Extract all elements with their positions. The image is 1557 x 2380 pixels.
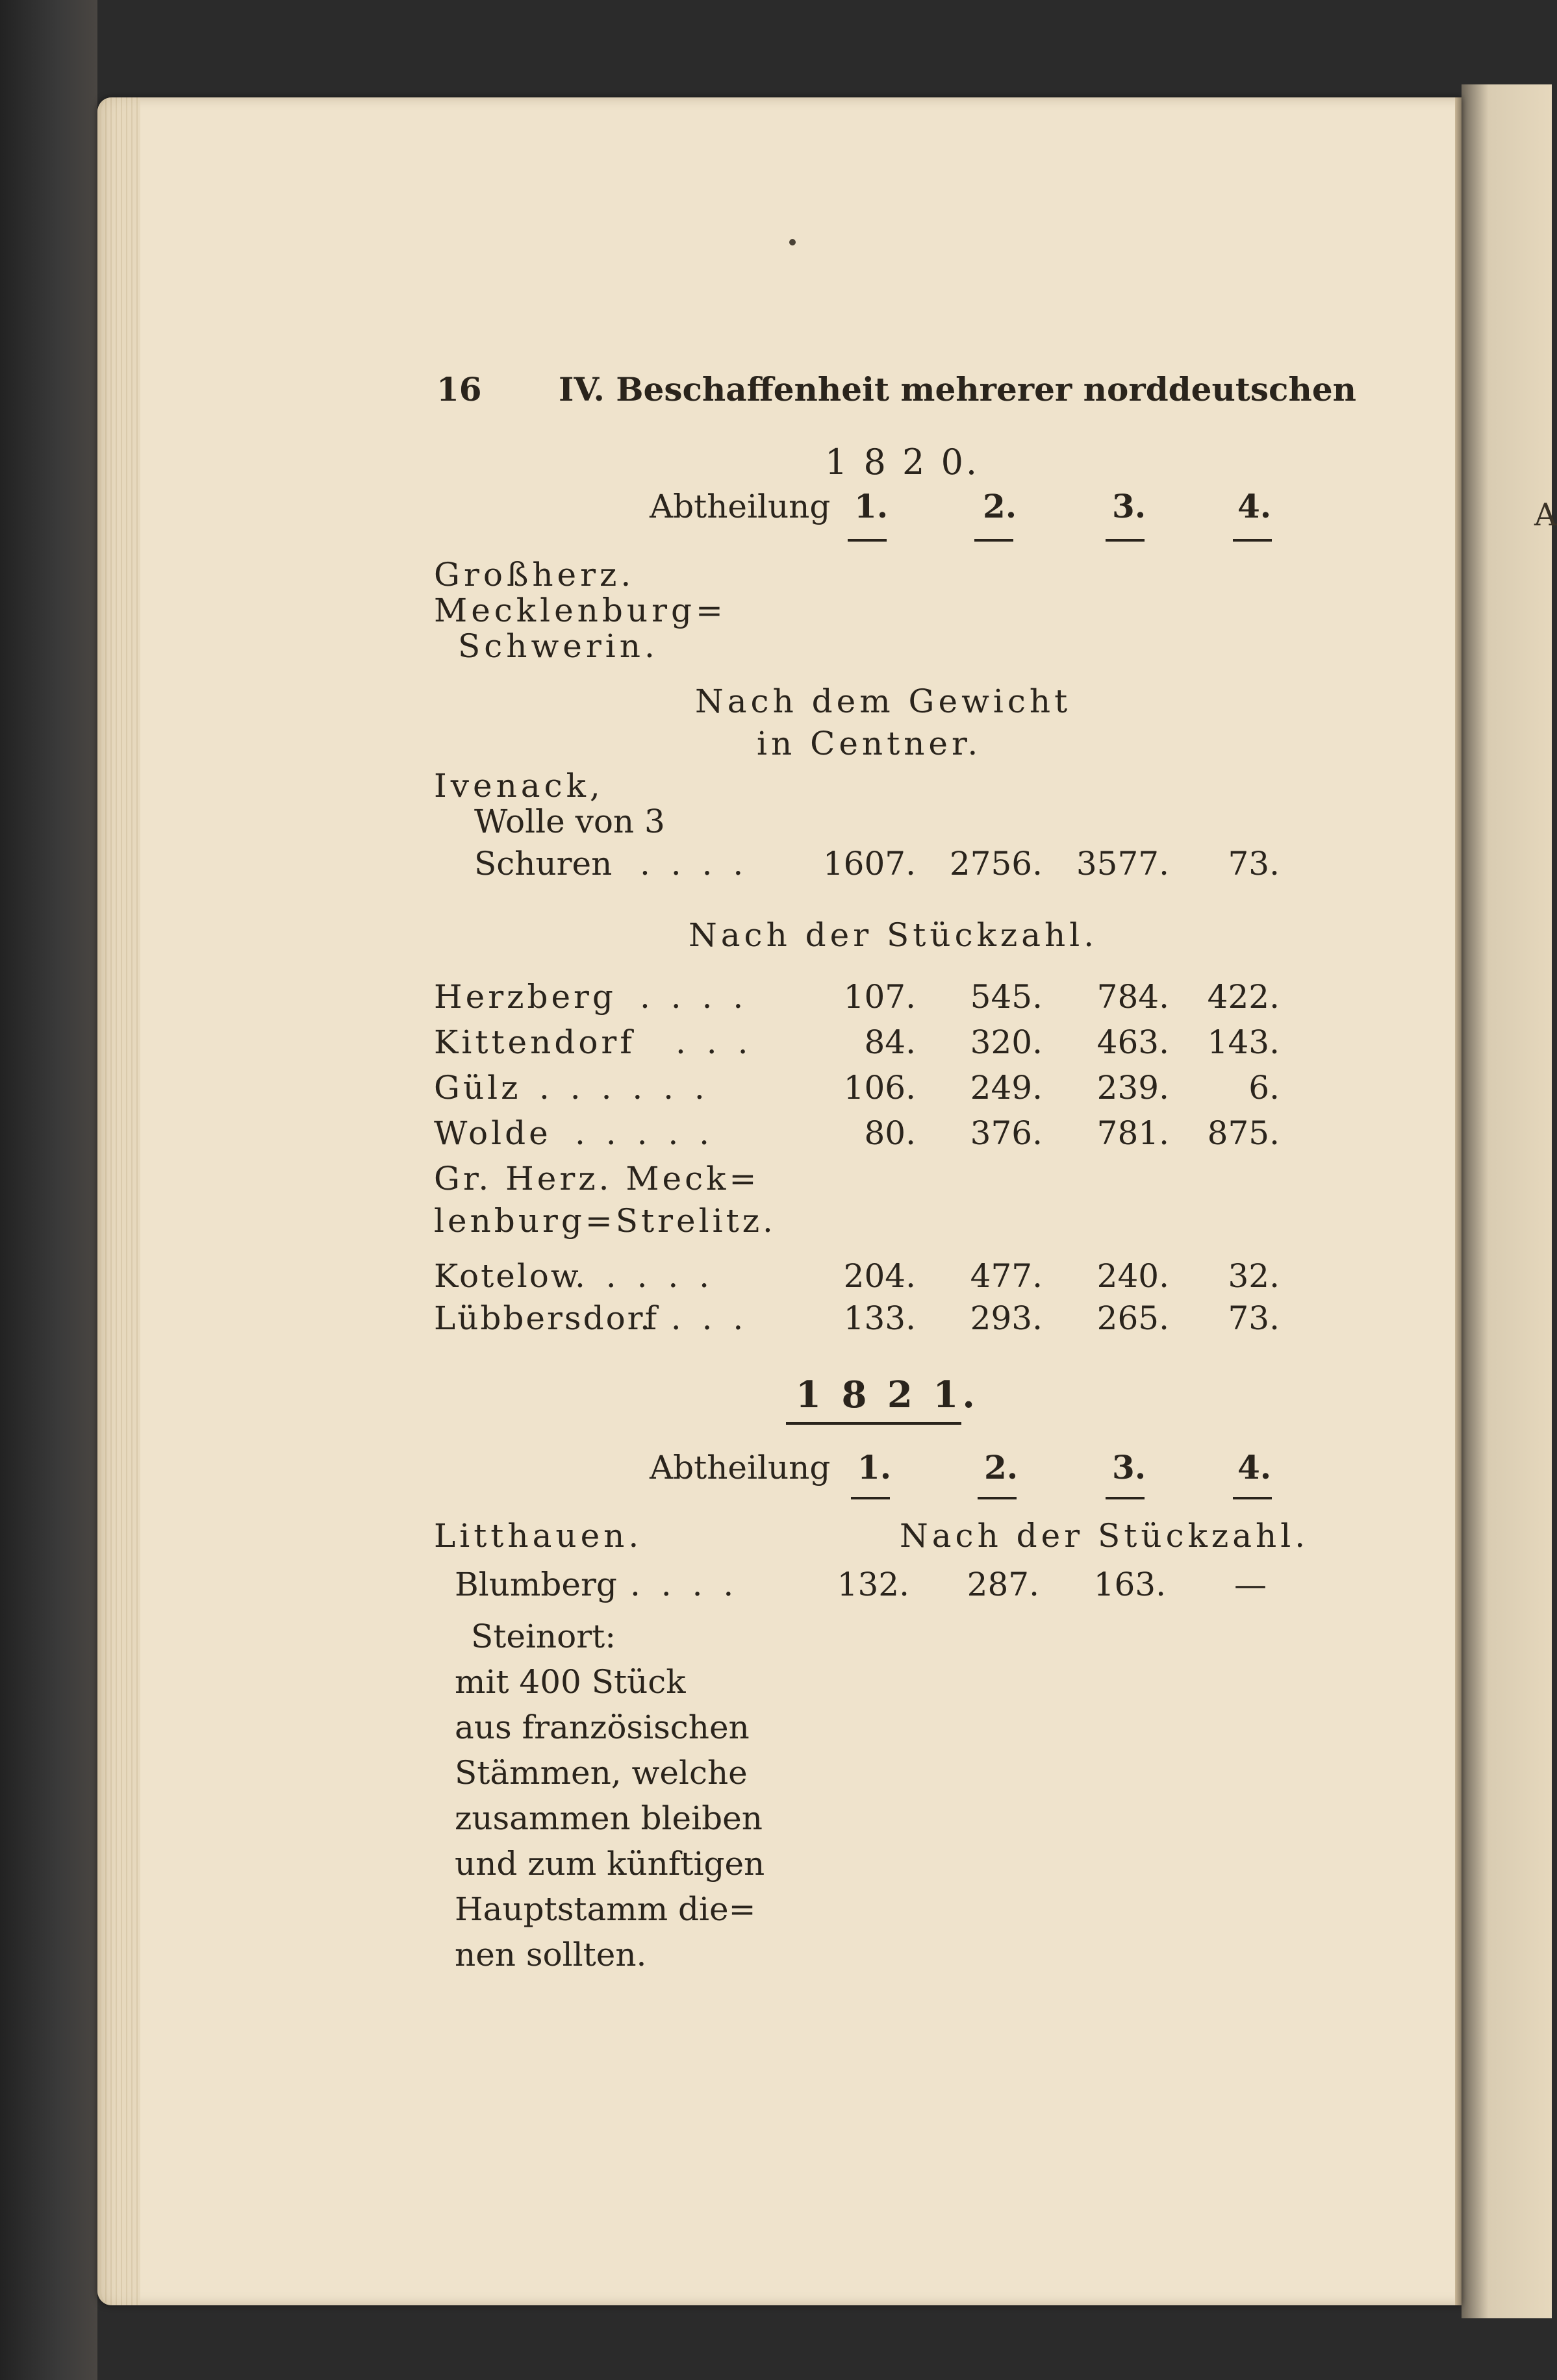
book-gutter xyxy=(1455,97,1462,2305)
steinort-line-5: zusammen bleiben xyxy=(455,1799,763,1837)
year-1821-rule xyxy=(786,1422,961,1425)
row-val-luebbersdorf-4: 73. xyxy=(1228,1299,1280,1337)
subheading-weight-line-1: Nach dem Gewicht xyxy=(695,683,1072,720)
col-header-1-1820: 1. xyxy=(854,487,889,525)
steinort-line-3: aus französischen xyxy=(455,1709,750,1746)
row-dots-blumberg: . . . . xyxy=(630,1566,739,1603)
row-name-blumberg: Blumberg xyxy=(455,1566,617,1603)
row-val-wolde-2: 376. xyxy=(970,1114,1043,1152)
row-dots-kittendorf: . . . xyxy=(676,1023,753,1061)
row-name-luebbersdorf: Lübbersdorf xyxy=(434,1299,659,1337)
ivenack-name-line-1: Ivenack, xyxy=(434,767,604,805)
scan-background xyxy=(0,0,97,2380)
ivenack-val-3: 3577. xyxy=(1076,845,1169,883)
subheading-count-1820: Nach der Stückzahl. xyxy=(689,916,1098,954)
row-val-guelz-4: 6. xyxy=(1248,1069,1280,1107)
ink-speck xyxy=(789,239,796,245)
row-val-blumberg-3: 163. xyxy=(1093,1566,1166,1603)
row-val-kittendorf-3: 463. xyxy=(1096,1023,1169,1061)
ivenack-name-line-2: Wolle von 3 xyxy=(474,803,665,840)
region-line-2: Mecklenburg= xyxy=(434,592,727,629)
steinort-line-6: und zum künftigen xyxy=(455,1845,765,1883)
row-val-guelz-3: 239. xyxy=(1096,1069,1169,1107)
col-header-4-1820: 4. xyxy=(1237,487,1272,525)
row-val-wolde-3: 781. xyxy=(1096,1114,1169,1152)
row-val-wolde-1: 80. xyxy=(864,1114,916,1152)
col-underline-2-1820 xyxy=(974,539,1013,542)
ivenack-name-line-3: Schuren xyxy=(474,845,613,883)
region-2-line-2: lenburg=Strelitz. xyxy=(434,1202,776,1240)
row-name-guelz: Gülz xyxy=(434,1069,522,1107)
col-underline-2-1821 xyxy=(978,1497,1017,1499)
year-heading-1820: 1 8 2 0. xyxy=(825,442,980,482)
row-val-kotelow-2: 477. xyxy=(970,1257,1043,1295)
abtheilung-label-1821: Abtheilung xyxy=(650,1449,831,1486)
row-val-wolde-4: 875. xyxy=(1207,1114,1280,1152)
steinort-line-8: nen sollten. xyxy=(455,1936,647,1973)
row-val-blumberg-4: — xyxy=(1234,1566,1267,1603)
row-dots-herzberg: . . . . xyxy=(640,978,749,1016)
row-val-kittendorf-4: 143. xyxy=(1207,1023,1280,1061)
region-2-line-1: Gr. Herz. Meck= xyxy=(434,1160,760,1197)
ivenack-dots: . . . . xyxy=(640,845,749,883)
steinort-line-4: Stämmen, welche xyxy=(455,1754,748,1792)
row-name-kittendorf: Kittendorf xyxy=(434,1023,635,1061)
row-val-guelz-2: 249. xyxy=(970,1069,1043,1107)
adjacent-page-text-fragment: A xyxy=(1534,497,1557,533)
row-val-herzberg-2: 545. xyxy=(970,978,1043,1016)
ivenack-val-2: 2756. xyxy=(949,845,1043,883)
row-dots-luebbersdorf: . . . . xyxy=(640,1299,749,1337)
year-heading-1821: 1 8 2 1. xyxy=(796,1373,979,1416)
col-header-4-1821: 4. xyxy=(1237,1448,1272,1486)
col-underline-4-1820 xyxy=(1233,539,1272,542)
row-val-kotelow-4: 32. xyxy=(1228,1257,1280,1295)
row-val-guelz-1: 106. xyxy=(843,1069,916,1107)
row-val-luebbersdorf-1: 133. xyxy=(843,1299,916,1337)
book-page xyxy=(97,97,1462,2305)
page-stack-edge xyxy=(97,97,140,2305)
row-name-kotelow: Kotelow xyxy=(434,1257,581,1295)
row-dots-wolde: . . . . . xyxy=(575,1114,715,1152)
col-header-1-1821: 1. xyxy=(857,1448,892,1486)
row-val-kittendorf-1: 84. xyxy=(864,1023,916,1061)
col-underline-4-1821 xyxy=(1233,1497,1272,1499)
subheading-count-1821: Nach der Stückzahl. xyxy=(900,1517,1310,1555)
col-underline-3-1821 xyxy=(1106,1497,1145,1499)
ivenack-val-4: 73. xyxy=(1228,845,1280,883)
col-header-3-1821: 3. xyxy=(1112,1448,1146,1486)
abtheilung-label-1820: Abtheilung xyxy=(650,488,831,525)
steinort-line-7: Hauptstamm die= xyxy=(455,1890,756,1928)
col-underline-1-1820 xyxy=(848,539,887,542)
subheading-weight-line-2: in Centner. xyxy=(757,725,982,762)
row-val-kotelow-1: 204. xyxy=(843,1257,916,1295)
col-header-2-1821: 2. xyxy=(984,1448,1019,1486)
row-val-herzberg-4: 422. xyxy=(1207,978,1280,1016)
row-val-luebbersdorf-2: 293. xyxy=(970,1299,1043,1337)
region-line-1: Großherz. xyxy=(434,556,635,594)
row-val-herzberg-1: 107. xyxy=(843,978,916,1016)
row-name-herzberg: Herzberg xyxy=(434,978,616,1016)
region-line-3: Schwerin. xyxy=(458,627,659,665)
running-title: IV. Beschaffenheit mehrerer norddeutschen xyxy=(559,370,1357,408)
row-val-herzberg-3: 784. xyxy=(1096,978,1169,1016)
col-underline-1-1821 xyxy=(851,1497,890,1499)
page-number: 16 xyxy=(437,370,482,408)
row-dots-kotelow: . . . . . xyxy=(575,1257,715,1295)
col-header-2-1820: 2. xyxy=(983,487,1017,525)
col-header-3-1820: 3. xyxy=(1112,487,1146,525)
row-val-luebbersdorf-3: 265. xyxy=(1096,1299,1169,1337)
row-dots-guelz: . . . . . . xyxy=(539,1069,710,1107)
adjacent-page-edge xyxy=(1462,84,1552,2318)
steinort-line-1: Steinort: xyxy=(471,1618,616,1655)
row-val-blumberg-1: 132. xyxy=(837,1566,909,1603)
row-val-kittendorf-2: 320. xyxy=(970,1023,1043,1061)
row-val-kotelow-3: 240. xyxy=(1096,1257,1169,1295)
row-name-wolde: Wolde xyxy=(434,1114,551,1152)
steinort-line-2: mit 400 Stück xyxy=(455,1663,686,1701)
ivenack-val-1: 1607. xyxy=(822,845,916,883)
row-val-blumberg-2: 287. xyxy=(967,1566,1039,1603)
region-1821: Litthauen. xyxy=(434,1517,643,1555)
col-underline-3-1820 xyxy=(1106,539,1145,542)
